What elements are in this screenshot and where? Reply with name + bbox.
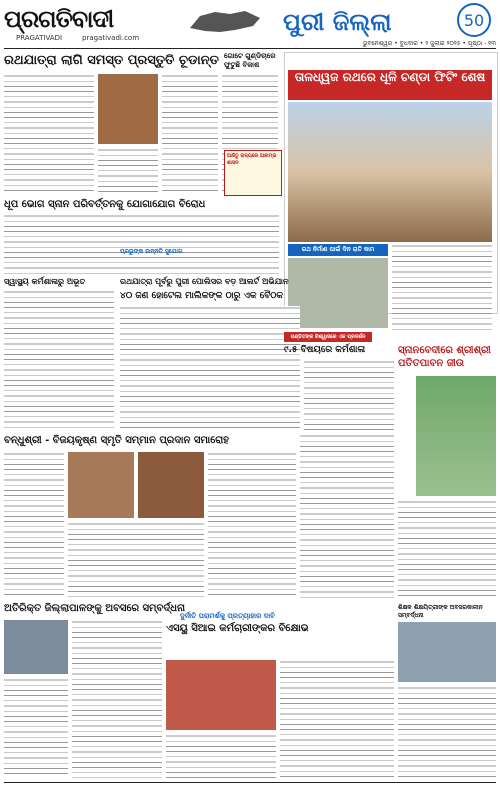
feature-box-title: ଆଜିଠୁ ରାଜ୍ୟରେ ଆରମ୍ଭ ଶାସନ [227, 153, 277, 166]
headline-adm-felicitation: ଅତିରିକ୍ତ ଜିଲ୍ଲାପାଳଙ୍କୁ ଅବସରେ ସମ୍ବର୍ଦ୍ଧନା [4, 603, 186, 614]
story-text [98, 148, 158, 194]
story-text [398, 500, 496, 600]
story-text [4, 74, 94, 194]
story-text [4, 290, 114, 430]
district-title: ପୁରୀ ଜିଲ୍ଲା [283, 8, 392, 36]
story-text [392, 244, 492, 330]
story-text [166, 734, 276, 778]
award-photo-1 [68, 452, 134, 518]
story-text [72, 620, 162, 778]
story-text [120, 306, 300, 430]
story-text [4, 678, 68, 778]
story-text [4, 214, 279, 274]
headline-workshop-95: ୯.୫ ବିଷୟରେ କର୍ମଶାଳା [284, 345, 366, 355]
subhead-hotel-meeting: ୪୦ ଜଣ ହୋଟେଲ ମାଲିକଙ୍କ ଠାରୁ ଏକ ବୈଠକ [120, 291, 284, 301]
story-text [304, 360, 394, 430]
feature-box [224, 150, 282, 196]
subhead-prabhu: ପ୍ରଭୁଙ୍କ ଉନ୍ନତି ସୁଯୋଗ [120, 248, 183, 255]
headline-rathayatra-prep: ରଥଯାତ୍ରା ଲାଗି ସମସ୍ତ ପ୍ରସ୍ତୁତି ଚୂଡାନ୍ତ [4, 53, 219, 68]
headline-police-alert: ରଥଯାତ୍ରା ପୂର୍ବରୁ ପୁରୀ ପୋଲିସର ବଡ଼ ଆଲର୍ଟ ଅଭିଯାନ [120, 277, 289, 286]
award-photo-2 [138, 452, 204, 518]
story-text [280, 660, 394, 778]
protest-photo [166, 660, 276, 730]
logo-url: pragativadi.com [82, 34, 140, 42]
official-photo [98, 74, 158, 144]
story-text [162, 74, 218, 194]
masthead [0, 0, 500, 46]
patitapabana-photo [416, 376, 496, 496]
tag-corruption: ଦୁର୍ନୀତି ପରାମର୍ଶକୁ ପ୍ରତ୍ୟାହାର ଦାବି [180, 612, 275, 620]
story-text [68, 522, 204, 598]
rath-construction-photo [288, 102, 492, 242]
felicitation-photo [4, 620, 68, 674]
headline-gundicha: ଗୋଟେ ଗୁଣ୍ଡିଚାରେ ଫୁଟୁଛି ବିକାଶ [224, 52, 280, 70]
story-text [300, 434, 394, 598]
headline-snana-vedi: ସ୍ନାନବେଦୀରେ ଶ୍ରୀଶ୍ରୀ ପତିତପାବନ ଜୀଉ [398, 345, 491, 369]
story-text [398, 686, 496, 778]
headline-bandhushree-award: ବନ୍ଧୁଶ୍ରୀ - ବିଜୟକୃଷ୍ଣ ସ୍ମୃତି ସମ୍ମାନ ପ୍ରଦାନ ସମାରୋହ [4, 435, 229, 446]
svg-text:50: 50 [463, 11, 485, 30]
logo-subtitle: PRAGATIVADI [16, 34, 63, 42]
headline-dhupa-bhoga: ଧୂପ ଭୋଗ ସ୍ନାନ ପରିବର୍ତ୍ତନକୁ ଯୋଗାଯୋଗ ବିରୋଧ [4, 199, 206, 210]
headline-protest: ଏସୟୁ ସିଆଇ କର୍ମଚାରୀଙ୍କର ବିକ୍ଷୋଭ [166, 623, 309, 634]
teacher-photo [398, 622, 496, 682]
subhead-rath: ରଥ ନିର୍ମାଣ ପାଇଁ ଦିନ ରାତି କାମ [288, 244, 388, 256]
headline-teacher-felicitation: ଶିକ୍ଷକ ଶିକ୍ଷୟିତ୍ରୀଙ୍କ ଅବସରକାଳୀନ ସମ୍ବର୍ଦ୍ଧନା [398, 604, 483, 619]
story-text [208, 452, 296, 598]
story-text [4, 452, 64, 598]
headline-taladhwaja: ତାଳଧ୍ୱଜ ରଥରେ ଧୂଳି ଚଣ୍ଡା ଫିଟିଂ ଶେଷ [288, 70, 492, 100]
tag-pandit: ପଣ୍ଡିତଙ୍କ ବିଶ୍ୱାସରେ ଏକ ପ୍ରଦର୍ଶନ [284, 332, 372, 342]
odisha-map-icon [185, 8, 265, 34]
dateline: ଭୁବନେଶ୍ୱର • ବୁଧବାର • ୨ ଜୁଲାଇ ୨୦୨୫ • ପୃଷ୍ଠା - ୧୩ [362, 40, 496, 47]
newspaper-logo: ପ୍ରଗତିବାଦୀ [4, 5, 114, 33]
anniversary-50-icon [456, 2, 492, 38]
headline-health-workshop: ସ୍ୱାସ୍ଥ୍ୟ କର୍ମଶାଳାରୁ ଅଭୂତ [4, 277, 86, 286]
